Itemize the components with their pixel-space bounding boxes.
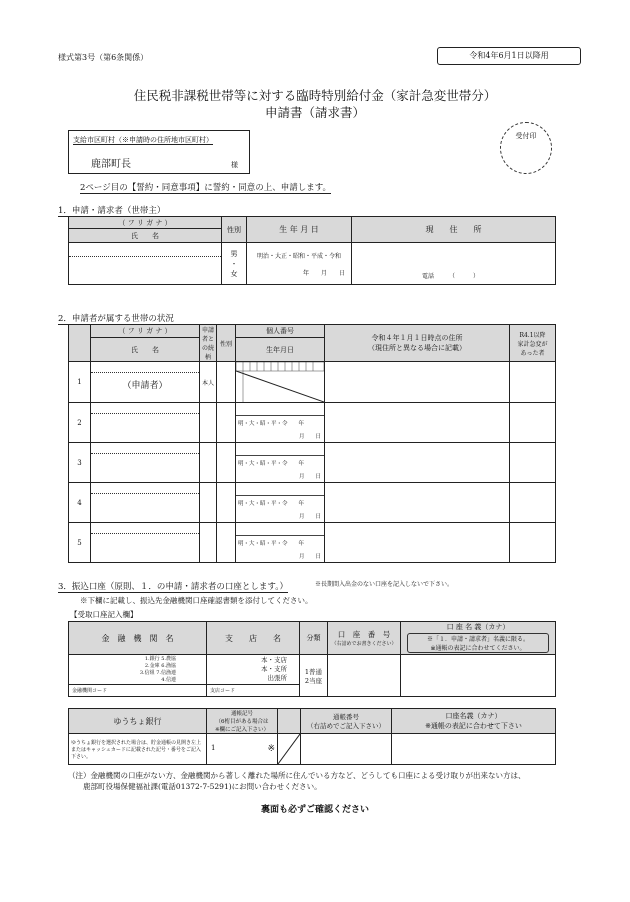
attach-note: ※下欄に記載し、振込先金融機関口座確認書類を添付してください。 xyxy=(80,596,313,605)
addressee-honorific: 様 xyxy=(231,161,238,169)
hh-name-header: 氏 名 xyxy=(91,338,200,362)
section1-title: 1．申請・請求者（世帯主） xyxy=(58,206,166,216)
bank-code-field[interactable]: 金融機関コード xyxy=(69,685,207,697)
effective-date-badge: 令和4年6月1日以降用 xyxy=(437,47,581,65)
table-row: 2 明・大・昭・平・令 年 月 日 xyxy=(69,403,556,443)
section3-note: ※長期間入出金のない口座を記入しないで下さい。 xyxy=(315,581,454,588)
addressee-name: 鹿部町長 xyxy=(91,159,131,170)
account-type-options[interactable]: 1普通 2当座 xyxy=(300,655,328,697)
applicant-name-cell[interactable] xyxy=(69,243,222,285)
yucho-symbol-field[interactable]: 1 ※ xyxy=(207,734,278,765)
r4-header: R4.1以降 家計急変が あった者 xyxy=(510,325,556,362)
bank-type-options[interactable]: 1.銀行 5.農協 2.金庫 6.漁協 3.信組 7.信漁連 4.信連 xyxy=(69,655,207,685)
yucho-symbol-header: 通帳記号 （6桁目がある場合は ※欄にご記入下さい） xyxy=(207,709,278,734)
branch-code-field[interactable]: 支店コード xyxy=(207,685,300,697)
addressee-box xyxy=(68,130,250,174)
diagonal-strike xyxy=(278,734,300,764)
hh-address-header: 令和４年１月１日時点の住所 （現住所と異なる場合に記載） xyxy=(325,325,510,362)
yucho-table xyxy=(68,708,556,765)
pledge-note: 2ページ目の【誓約・同意事項】に誓約・同意の上、申請します。 xyxy=(80,183,332,193)
section3-title: 3．振込口座（原則、１．の申請・請求者の口座とします。） xyxy=(58,582,288,592)
yucho-holder-header: 口座名義（カナ） ※通帳の表記に合わせて下さい xyxy=(392,709,556,734)
table-row: 1 （申請者） 本人 xyxy=(69,362,556,403)
hh-sex-header: 性別 xyxy=(217,325,236,362)
table-row: 4 明・大・昭・平・令 年 月 日 xyxy=(69,483,556,523)
form-subtitle: 申請書（請求書） xyxy=(264,105,365,120)
applicant-address-cell[interactable]: 電話 （ ） xyxy=(352,243,556,285)
receipt-stamp-area xyxy=(500,122,552,174)
yucho-holder-field[interactable] xyxy=(392,734,556,765)
mynumber-header: 個人番号 xyxy=(236,325,325,338)
addressee-label: 支給市区町村（※申請時の住所地市区町村） xyxy=(73,136,213,144)
back-page-notice: 裏面も必ずご確認ください xyxy=(260,805,369,815)
sex-header: 性別 xyxy=(222,217,247,243)
bank-header: 金 融 機 関 名 xyxy=(69,622,207,655)
form-number: 様式第3号（第6条関係） xyxy=(58,53,149,62)
household-table xyxy=(68,324,556,563)
branch-type-options[interactable]: 本・支店 本・支所 出張所 xyxy=(207,655,300,685)
applicant-sex-cell[interactable]: 男 ・ 女 xyxy=(222,243,247,285)
relation-header: 申請者との続柄 xyxy=(200,325,217,362)
form-title: 住民税非課税世帯等に対する臨時特別給付金（家計急変世帯分） xyxy=(133,88,497,103)
account-box-label: 【受取口座記入欄】 xyxy=(70,610,138,619)
name-header: 氏 名 xyxy=(69,229,222,243)
table-row: 3 明・大・昭・平・令 年 月 日 xyxy=(69,443,556,483)
yucho-number-header: 通帳番号 （右詰めでご記入下さい） xyxy=(301,709,392,734)
applicant-dob-cell[interactable]: 明治・大正・昭和・平成・令和 年 月 日 xyxy=(247,243,352,285)
table-row: 5 明・大・昭・平・令 年 月 日 xyxy=(69,523,556,563)
hh-dob-header: 生年月日 xyxy=(236,338,325,362)
footer-note: （注）金融機関の口座がない方、金融機関から著しく離れた場所に住んでいる方など、どうしても口座による受け取りが出来ない方は、 鹿部町役場保健福祉課(電話01372-7-5291)にお問い合わせください。 xyxy=(68,771,526,791)
yucho-header: ゆうちょ銀行 xyxy=(69,709,207,734)
account-holder-field[interactable] xyxy=(401,655,556,697)
address-header: 現 住 所 xyxy=(352,217,556,243)
section2-title: 2．申請者が属する世帯の状況 xyxy=(58,314,174,324)
furigana-header: （ フ リ ガ ナ ） xyxy=(69,217,222,229)
receipt-stamp-label: 受付印 xyxy=(515,132,537,140)
applicant-marker: （申請者） xyxy=(122,381,168,391)
account-number-field[interactable] xyxy=(328,655,401,697)
yucho-number-field[interactable] xyxy=(301,734,392,765)
applicant-table xyxy=(68,216,556,285)
yucho-instructions: ゆうちょ銀行を選択された場合は、貯金通帳の見開き左上またはキャッシュカードに記載された記号・番号をご記入下さい。 xyxy=(69,734,207,765)
type-header: 分類 xyxy=(300,622,328,655)
relation-self: 本人 xyxy=(200,362,217,403)
acct-header: 口 座 番 号 （右詰めでお書きください） xyxy=(328,622,401,655)
mynumber-diagonal xyxy=(236,362,324,402)
branch-header: 支 店 名 xyxy=(207,622,300,655)
hh-furigana-header: （ フ リ ガ ナ ） xyxy=(91,325,200,338)
bank-table xyxy=(68,621,556,697)
holder-header: 口 座 名 義（カナ） ※「１．申請・請求者」名義に限る。 ※通帳の表記に合わせてください。 xyxy=(401,622,556,655)
dob-header: 生 年 月 日 xyxy=(247,217,352,243)
